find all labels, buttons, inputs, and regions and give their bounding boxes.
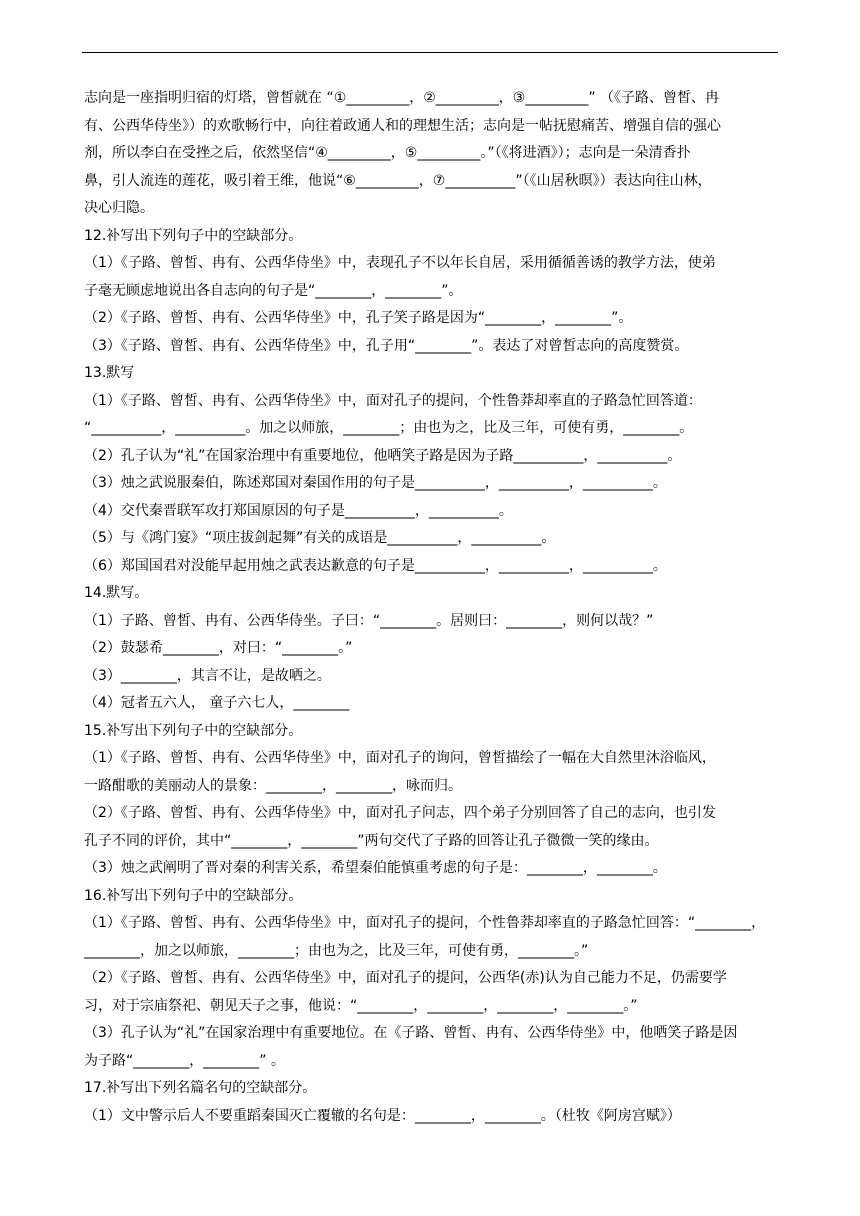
text-line: “__________，__________。加之以师旅，________；由也为之，比及三年，可使有勇，________。 bbox=[84, 420, 694, 436]
text-line: （1）《子路、曾皙、冉有、公西华侍坐》中，面对孔子的提问，个性鲁莽却率直的子路急忙回答：“________， bbox=[84, 915, 766, 931]
text-line: （2）《子路、曾皙、冉有、公西华侍坐》中，面对孔子的提问，公西华(赤)认为自己能力不足，仍需要学 bbox=[84, 970, 727, 986]
text-line: 剂，所以李白在受挫之后，依然坚信“④_________，⑤_________。”（《将进酒》）；志向是一朵清香扑 bbox=[84, 145, 691, 161]
text-line: 孔子不同的评价，其中“________，________”两句交代了子路的回答让孔子微微一笑的缘由。 bbox=[84, 832, 659, 849]
question-heading: 13.默写 bbox=[84, 365, 135, 381]
text-line: （3）________，其言不让，是故哂之。 bbox=[84, 667, 331, 684]
text-line: （5）与《鸿门宴》“项庄拔剑起舞”有关的成语是__________，__________。 bbox=[84, 530, 556, 546]
question-heading: 17.补写出下列名篇名句的空缺部分。 bbox=[84, 1080, 317, 1096]
text-line: 有、公西华侍坐》）的欢歌畅行中，向往着政通人和的理想生活；志向是一帖抚慰痛苦、增强自信的强心 bbox=[84, 117, 721, 134]
question-heading: 14.默写。 bbox=[84, 585, 149, 601]
text-line: （1）子路、曾皙、冉有、公西华侍坐。子曰：“________。居则曰：________，则何以哉？” bbox=[84, 612, 654, 629]
text-line: ________，加之以师旅，________；由也为之，比及三年，可使有勇，________。” bbox=[84, 942, 589, 959]
text-line: （1）《子路、曾皙、冉有、公西华侍坐》中，面对孔子的提问，个性鲁莽却率直的子路急忙回答道： bbox=[84, 392, 702, 409]
text-line: 决心归隐。 bbox=[84, 200, 154, 216]
text-line: （1）文中警示后人不要重蹈秦国灭亡覆辙的名句是：________，________。（杜牧《阿房宫赋》） bbox=[84, 1107, 681, 1124]
text-line: （4）冠者五六人， 童子六七人，________ bbox=[84, 695, 350, 711]
text-line: （6）郑国国君对没能早起用烛之武表达歉意的句子是__________，__________，__________。 bbox=[84, 557, 667, 574]
question-heading: 16.补写出下列句子中的空缺部分。 bbox=[84, 887, 303, 904]
text-line: （2）鼓瑟希________，对曰：“________。” bbox=[84, 640, 353, 656]
text-line: 志向是一座指明归宿的灯塔，曾皙就在 “①_________，②_________，③_________” （《子路、曾皙、冉 bbox=[84, 90, 720, 106]
text-line: 子毫无顾虑地说出各自志向的句子是“________，________”。 bbox=[84, 282, 463, 299]
document-body bbox=[84, 85, 778, 1130]
text-line: （1）《子路、曾皙、冉有、公西华侍坐》中，表现孔子不以年长自居，采用循循善诱的教学方法，使弟 bbox=[84, 255, 716, 271]
text-line: 为子路“________，________” 。 bbox=[84, 1052, 285, 1069]
header-rule bbox=[82, 52, 778, 53]
question-heading: 12.补写出下列句子中的空缺部分。 bbox=[84, 227, 303, 244]
text-line: （2）孔子认为“礼”在国家治理中有重要地位，他哂笑子路是因为子路__________，__________。 bbox=[84, 447, 682, 464]
text-line: （2）《子路、曾皙、冉有、公西华侍坐》中，面对孔子问志，四个弟子分别回答了自己的志向，也引发 bbox=[84, 805, 716, 821]
text-line: 一路酣歌的美丽动人的景象：________，________，咏而归。 bbox=[84, 777, 462, 794]
text-line: （2）《子路、曾皙、冉有、公西华侍坐》中，孔子笑子路是因为“________，________”。 bbox=[84, 310, 633, 326]
text-line: （3）孔子认为“礼”在国家治理中有重要地位。在《子路、曾皙、冉有、公西华侍坐》中，他哂笑子路是因 bbox=[84, 1025, 738, 1041]
text-line: 鼻，引人流连的莲花，吸引着王维，他说“⑥_________，⑦__________”（《山居秋暝》）表达向往山林， bbox=[84, 172, 712, 189]
question-heading: 15.补写出下列句子中的空缺部分。 bbox=[84, 722, 303, 739]
text-line: （1）《子路、曾皙、冉有、公西华侍坐》中，面对孔子的询问，曾皙描绘了一幅在大自然里沐浴临风， bbox=[84, 750, 716, 766]
text-line: （4）交代秦晋联军攻打郑国原因的句子是__________，__________。 bbox=[84, 502, 513, 519]
text-line: （3）烛之武阐明了晋对秦的利害关系，希望秦伯能慎重考虑的句子是：________，________。 bbox=[84, 860, 667, 876]
text-line: （3）《子路、曾皙、冉有、公西华侍坐》中，孔子用“________”。表达了对曾皙志向的高度赞赏。 bbox=[84, 337, 689, 354]
text-line: （3）烛之武说服秦伯，陈述郑国对秦国作用的句子是__________，__________，__________。 bbox=[84, 475, 667, 491]
text-line: 习，对于宗庙祭祀、朝见天子之事，他说：“________，________，________，________。” bbox=[84, 997, 638, 1014]
